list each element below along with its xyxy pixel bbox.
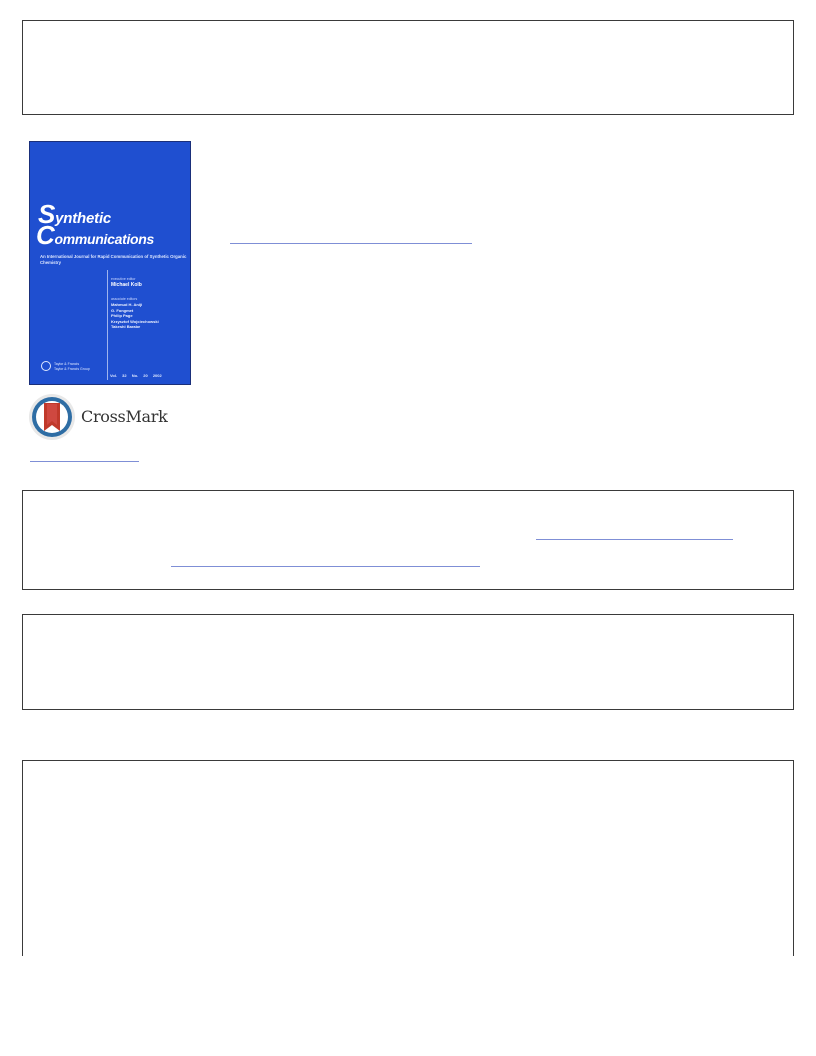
crossmark-badge[interactable] xyxy=(28,393,168,443)
cover-subtitle: An International Journal for Rapid Communication of Synthetic Organic Chemistry xyxy=(40,254,187,265)
cover-associate-names xyxy=(111,302,159,330)
cover-editor-label: executive editor xyxy=(111,277,136,281)
header-box xyxy=(22,20,794,115)
cover-title-line1: Synthetic xyxy=(38,199,112,229)
doi-link[interactable] xyxy=(171,566,480,567)
cover-associate-name: Philip Page xyxy=(111,313,133,318)
cover-volume: Vol. 32 No. 20 2002 xyxy=(110,373,162,378)
cover-editor-name: Michael Kolb xyxy=(111,282,142,288)
cover-publisher: Taylor & Francis Taylor & Francis Group xyxy=(54,362,90,371)
citation-box xyxy=(22,490,794,590)
citation-link[interactable] xyxy=(536,539,733,540)
cover-associate-name: G. Fongmet xyxy=(111,307,134,313)
terms-box xyxy=(22,760,794,956)
cover-title-line2: Communications xyxy=(36,220,155,250)
cover-associate-name: Takeshi Barabe xyxy=(111,324,141,329)
article-link[interactable] xyxy=(230,243,472,244)
cover-associate-name: Krzysztof Wojciechowski xyxy=(111,318,159,324)
cover-associate-label: associate editors xyxy=(111,297,138,301)
crossmark-link[interactable] xyxy=(30,461,139,462)
cover-divider xyxy=(107,270,108,380)
crossmark-label: CrossMark xyxy=(81,407,168,426)
journal-cover[interactable] xyxy=(29,141,191,385)
publisher-logo-icon xyxy=(41,361,51,371)
notice-box xyxy=(22,614,794,710)
cover-associate-name: Mahmud H. Aniji xyxy=(111,302,143,307)
crossmark-icon xyxy=(28,393,78,443)
